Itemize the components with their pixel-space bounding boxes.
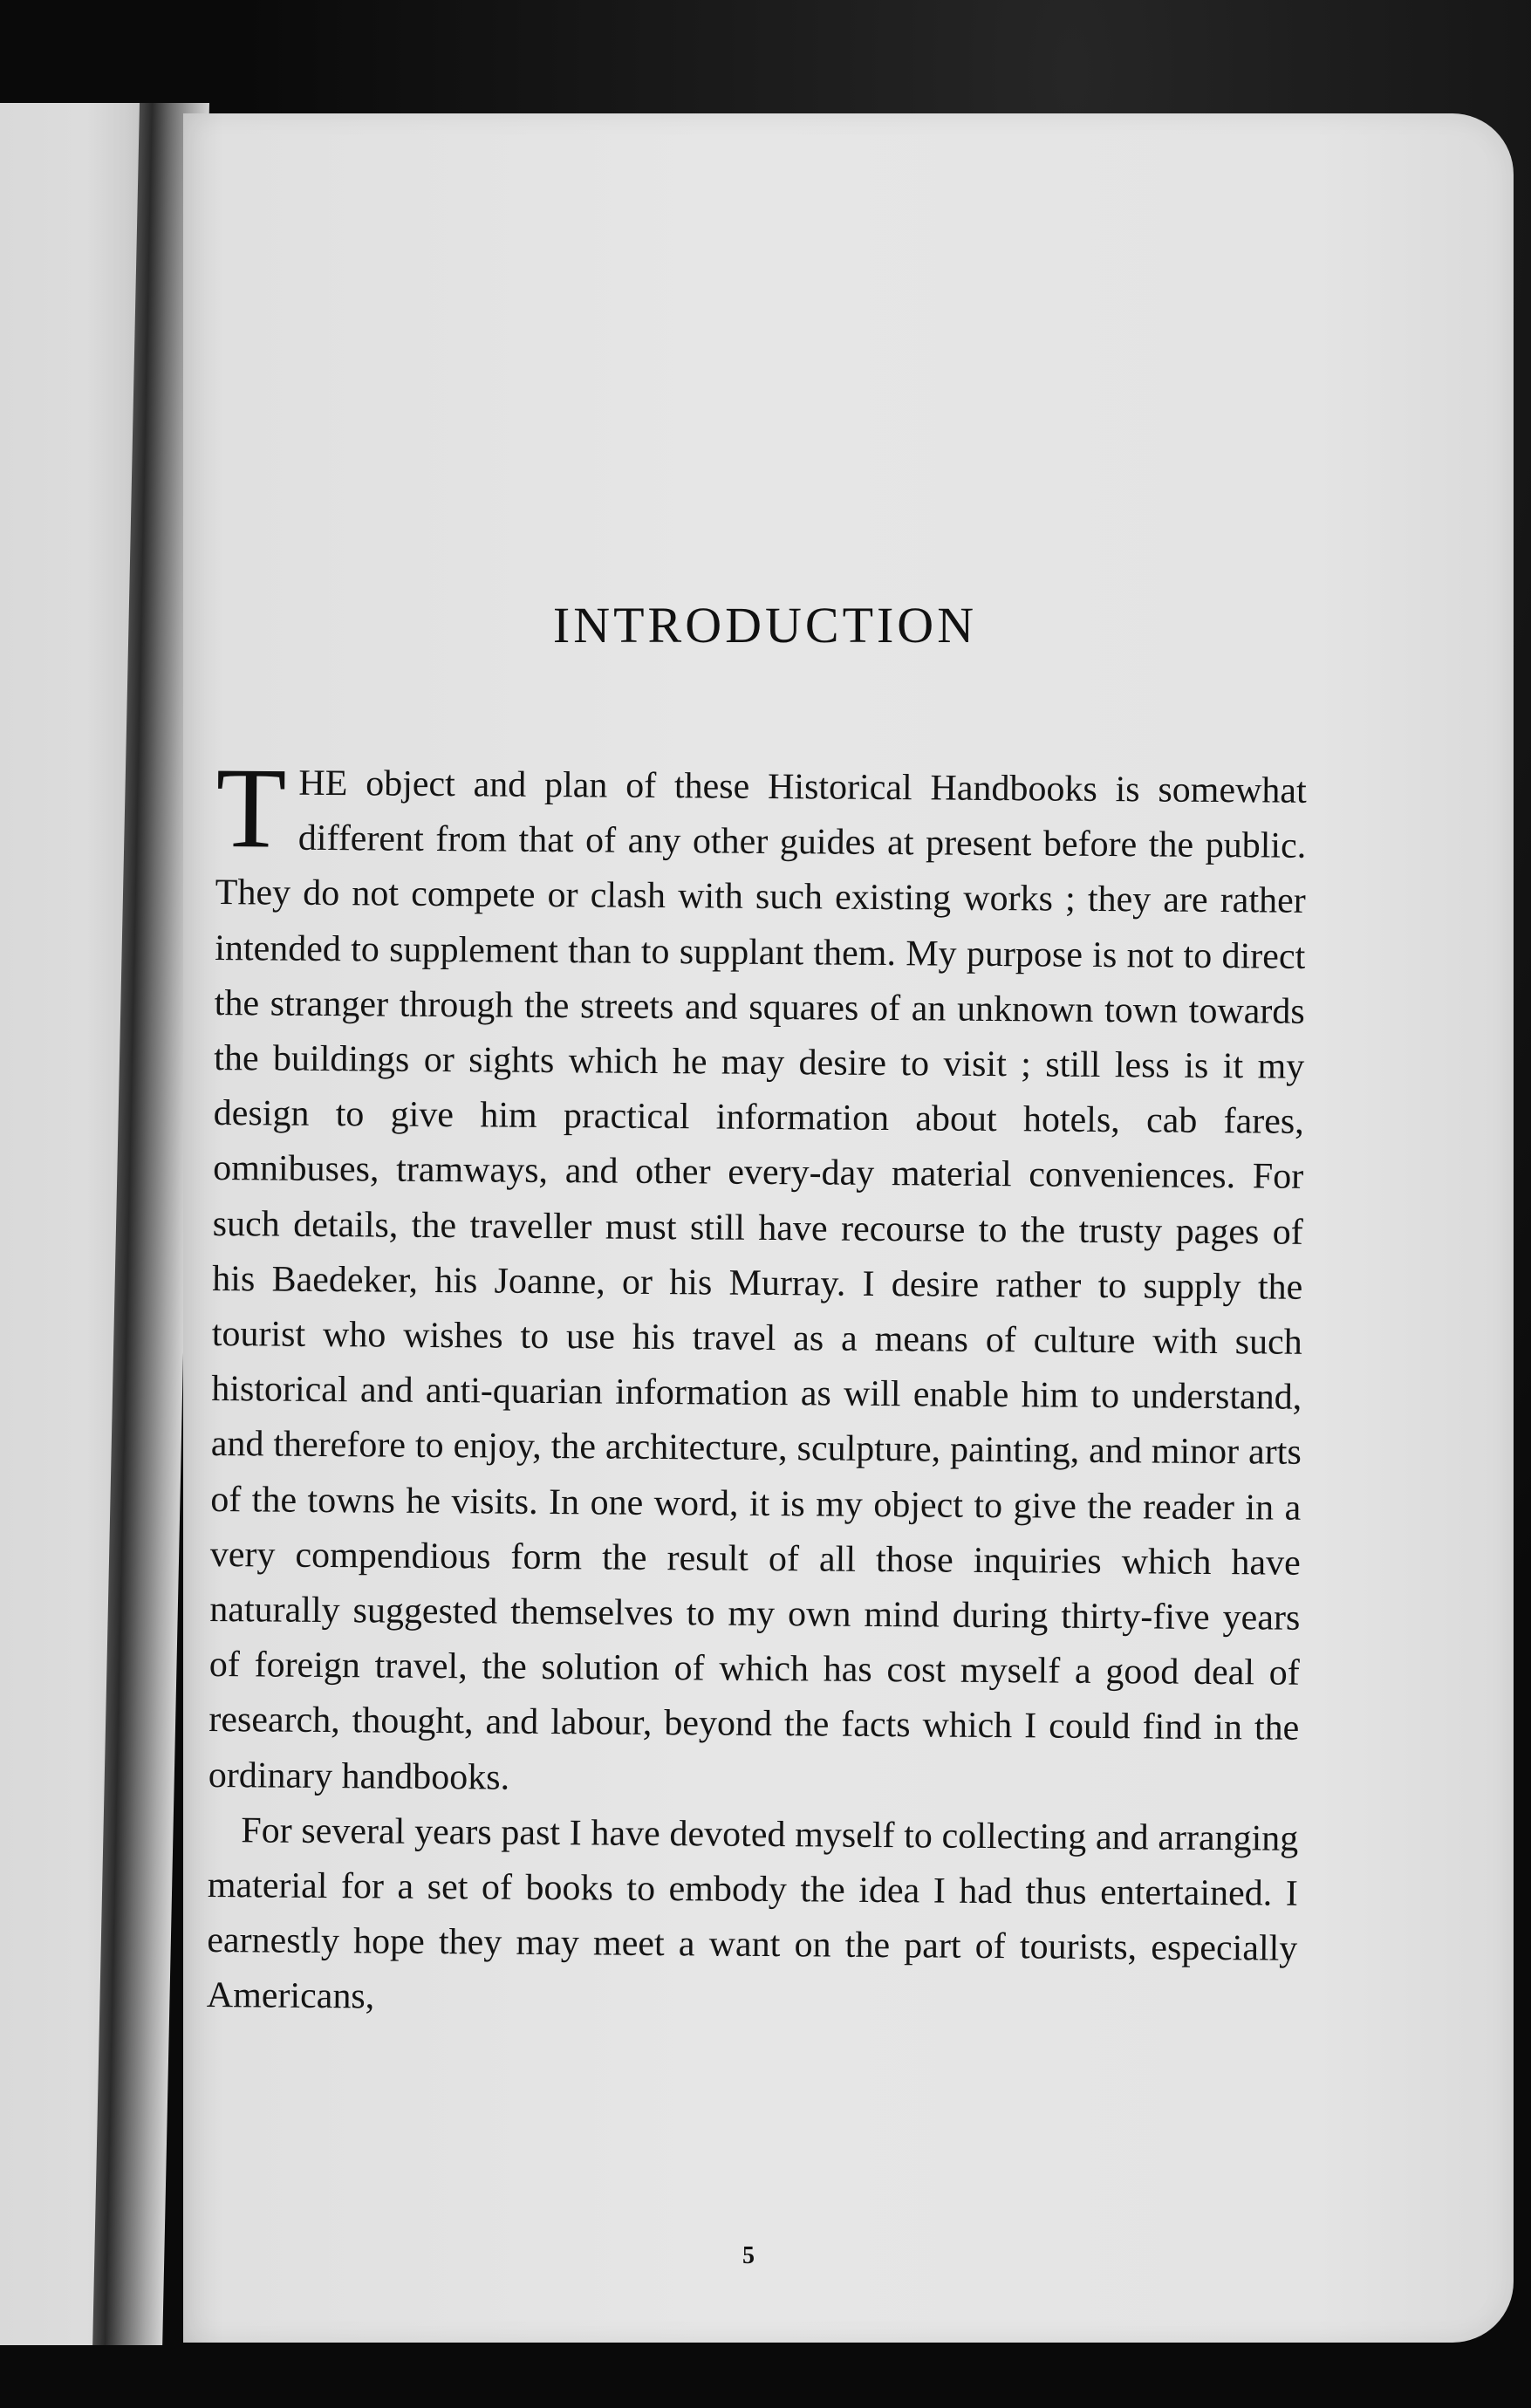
page-number: 5 [742, 2242, 755, 2269]
paragraph-2: For several years past I have devoted myself to collecting and arranging material for a set of books to embody the idea I had thus entertained. I earnestly hope they may meet a want on the part of tourists, especially Americans, [206, 1810, 1299, 2017]
body-text [206, 743, 1307, 2032]
chapter-title: INTRODUCTION [552, 597, 978, 653]
paragraph-1: THE object and plan of these Historical Handbooks is somewhat different from that of any other guides at present before the public. They do not compete or clash with such existing works ; they are rather intended to supplement than to supplant them. My purpose is not to direct the stranger through the streets and squares of an unknown town towards the buildings or sights which he may desire to visit ; still less is it my design to give him practical information about hotels, cab fares, omnibuses, tramways, and other every-day material conveniences. For such details, the traveller must still have recourse to the trusty pages of his Baedeker, his Joanne, or his Murray. I desire rather to supply the tourist who wishes to use his travel as a means of culture with such historical and anti-quarian information as will enable him to understand, and therefore to enjoy, the architecture, sculpture, painting, and minor arts of the towns he visits. In one word, it is my object to give the reader in a very compendious form the result of all those inquiries which have naturally suggested themselves to my own mind during thirty-five years of foreign travel, the solution of which has cost myself a good deal of research, thought, and labour, beyond the facts which I could find in the ordinary handbooks. [208, 743, 1307, 1798]
